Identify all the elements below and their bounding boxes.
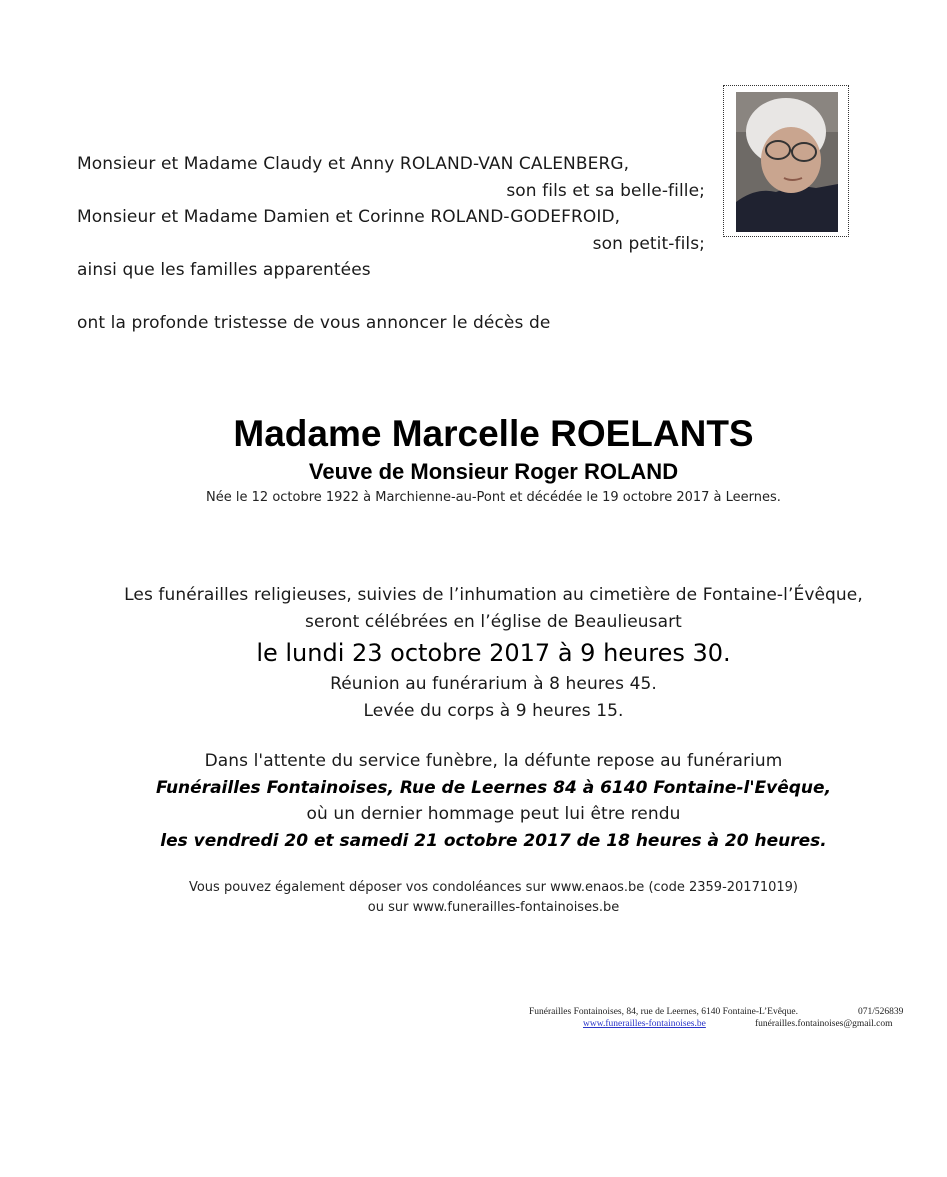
portrait-image (736, 92, 838, 232)
deceased-widow-of: Veuve de Monsieur Roger ROLAND (308, 459, 679, 484)
portrait-frame (723, 85, 849, 237)
condolences-line-1: Vous pouvez également déposer vos condoléances sur www.enaos.be (code 2359-20171019) (188, 880, 799, 895)
footer-phone: 071/526839 (858, 1007, 904, 1017)
family-line-1: Monsieur et Madame Claudy et Anny ROLAND-VAN CALENBERG, (77, 154, 630, 174)
ceremony-line-2: seront célébrées en l’église de Beaulieusart (305, 612, 682, 632)
footer-website-link[interactable]: www.funerailles-fontainoises.be (583, 1019, 706, 1029)
condolences-line-2: ou sur www.funerailles-fontainoises.be (367, 900, 620, 915)
family-line-2: Monsieur et Madame Damien et Corinne ROLAND-GODEFROID, (77, 207, 621, 227)
visitation-line-2: où un dernier hommage peut lui être rendu (306, 804, 681, 824)
family-line-3: ainsi que les familles apparentées (77, 260, 371, 280)
ceremony-meeting: Réunion au funérarium à 8 heures 45. (330, 674, 657, 694)
ceremony-date-time: le lundi 23 octobre 2017 à 9 heures 30. (256, 639, 731, 667)
visitation-times: les vendredi 20 et samedi 21 octobre 2017 de 18 heures à 20 heures. (160, 831, 827, 851)
announcement-text: ont la profonde tristesse de vous annoncer le décès de (77, 313, 551, 333)
deceased-dates: Née le 12 octobre 1922 à Marchienne-au-Pont et décédée le 19 octobre 2017 à Leernes. (206, 490, 781, 505)
footer-address: Funérailles Fontainoises, 84, rue de Leernes, 6140 Fontaine-L’Evêque. (529, 1007, 799, 1017)
family-line-1-relation: son fils et sa belle-fille; (506, 181, 705, 201)
visitation-place: Funérailles Fontainoises, Rue de Leernes 84 à 6140 Fontaine-l'Evêque, (155, 778, 832, 798)
footer-email: funérailles.fontainoises@gmail.com (755, 1019, 893, 1029)
deceased-name: Madame Marcelle ROELANTS (233, 413, 754, 454)
ceremony-line-1: Les funérailles religieuses, suivies de l’inhumation au cimetière de Fontaine-l’Évêque, (124, 585, 863, 605)
ceremony-departure: Levée du corps à 9 heures 15. (363, 701, 624, 721)
visitation-line-1: Dans l'attente du service funèbre, la défunte repose au funérarium (204, 751, 783, 771)
family-line-2-relation: son petit-fils; (592, 234, 705, 254)
portrait-photo (736, 92, 838, 232)
